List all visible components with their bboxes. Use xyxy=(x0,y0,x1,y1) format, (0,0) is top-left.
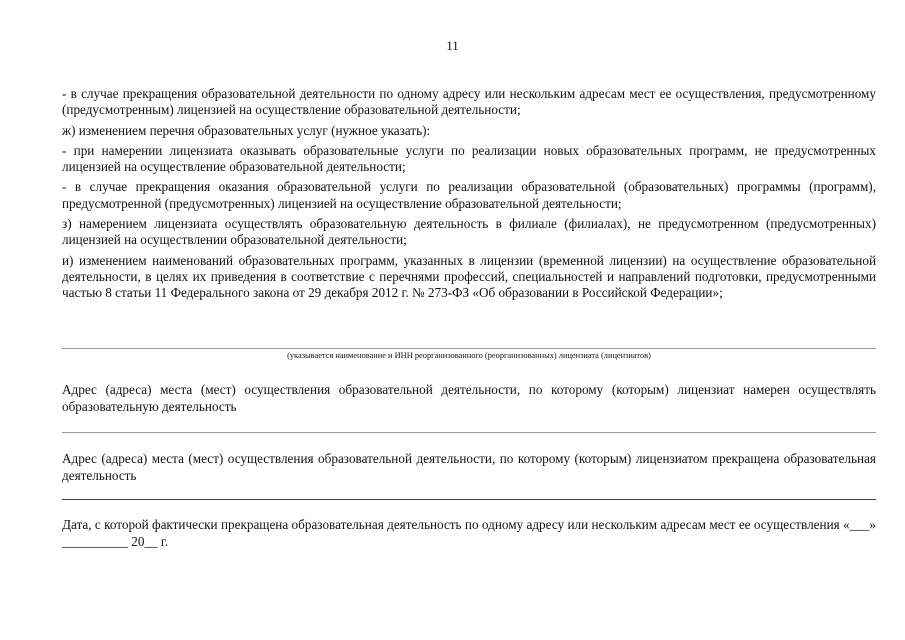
list-item: ж) изменением перечня образовательных услуг (нужное указать): xyxy=(62,122,431,138)
list-item: з) намерением лицензиата осуществлять образовательную деятельность в филиале (филиалах), не предусмотренном (предусмотренных) лицензией на осуществлении образовательной деятельности; xyxy=(62,216,876,248)
terminated-address-field-line[interactable] xyxy=(62,499,876,500)
reorganized-licensee-caption: (указывается наименование и ИНН реорганизованного (реорганизованных) лицензиата (лицензиатов) xyxy=(287,351,651,360)
list-item: - в случае прекращения образовательной деятельности по одному адресу или нескольким адресам мест ее осуществления, предусмотренному (предусмотренным) лицензией на осуществление образовательной деятельности; xyxy=(62,86,876,118)
page-number: 11 xyxy=(446,38,459,53)
terminated-address-label: Адрес (адреса) места (мест) осуществления образовательной деятельности, по которому (которым) лицензиатом прекращена образовательная деятельность xyxy=(62,451,876,483)
reorganized-licensee-field-line[interactable] xyxy=(62,348,876,349)
amendment-reasons-list xyxy=(62,86,876,302)
intended-address-label: Адрес (адреса) места (мест) осуществления образовательной деятельности, по которому (которым) лицензиат намерен осуществлять образовательную деятельность xyxy=(62,382,876,414)
list-item: - при намерении лицензиата оказывать образовательные услуги по реализации новых образовательных программ, не предусмотренных лицензией на осуществление образовательной деятельности; xyxy=(62,142,876,175)
intended-address-field-line[interactable] xyxy=(62,432,876,433)
list-item: - в случае прекращения оказания образовательной услуги по реализации образовательной (образовательных) программы (программ), предусмотренной (предусмотренных) лицензией на осуществление образовательной деятельности; xyxy=(62,179,876,211)
list-item: и) изменением наименований образовательных программ, указанных в лицензии (временной лицензии) на осуществление образовательной деятельности, в целях их приведения в соответствие с перечнями профессий, специальностей и направлений подготовки, предусмотренными частью 8 статьи 11 Федерального закона от 29 декабря 2012 г. № 273-ФЗ «Об образовании в Российской Федерации»; xyxy=(62,252,876,301)
termination-date-label: Дата, с которой фактически прекращена образовательная деятельность по одному адресу или нескольким адресам мест ее осуществления «___» __________ 20__ г. xyxy=(62,517,876,549)
